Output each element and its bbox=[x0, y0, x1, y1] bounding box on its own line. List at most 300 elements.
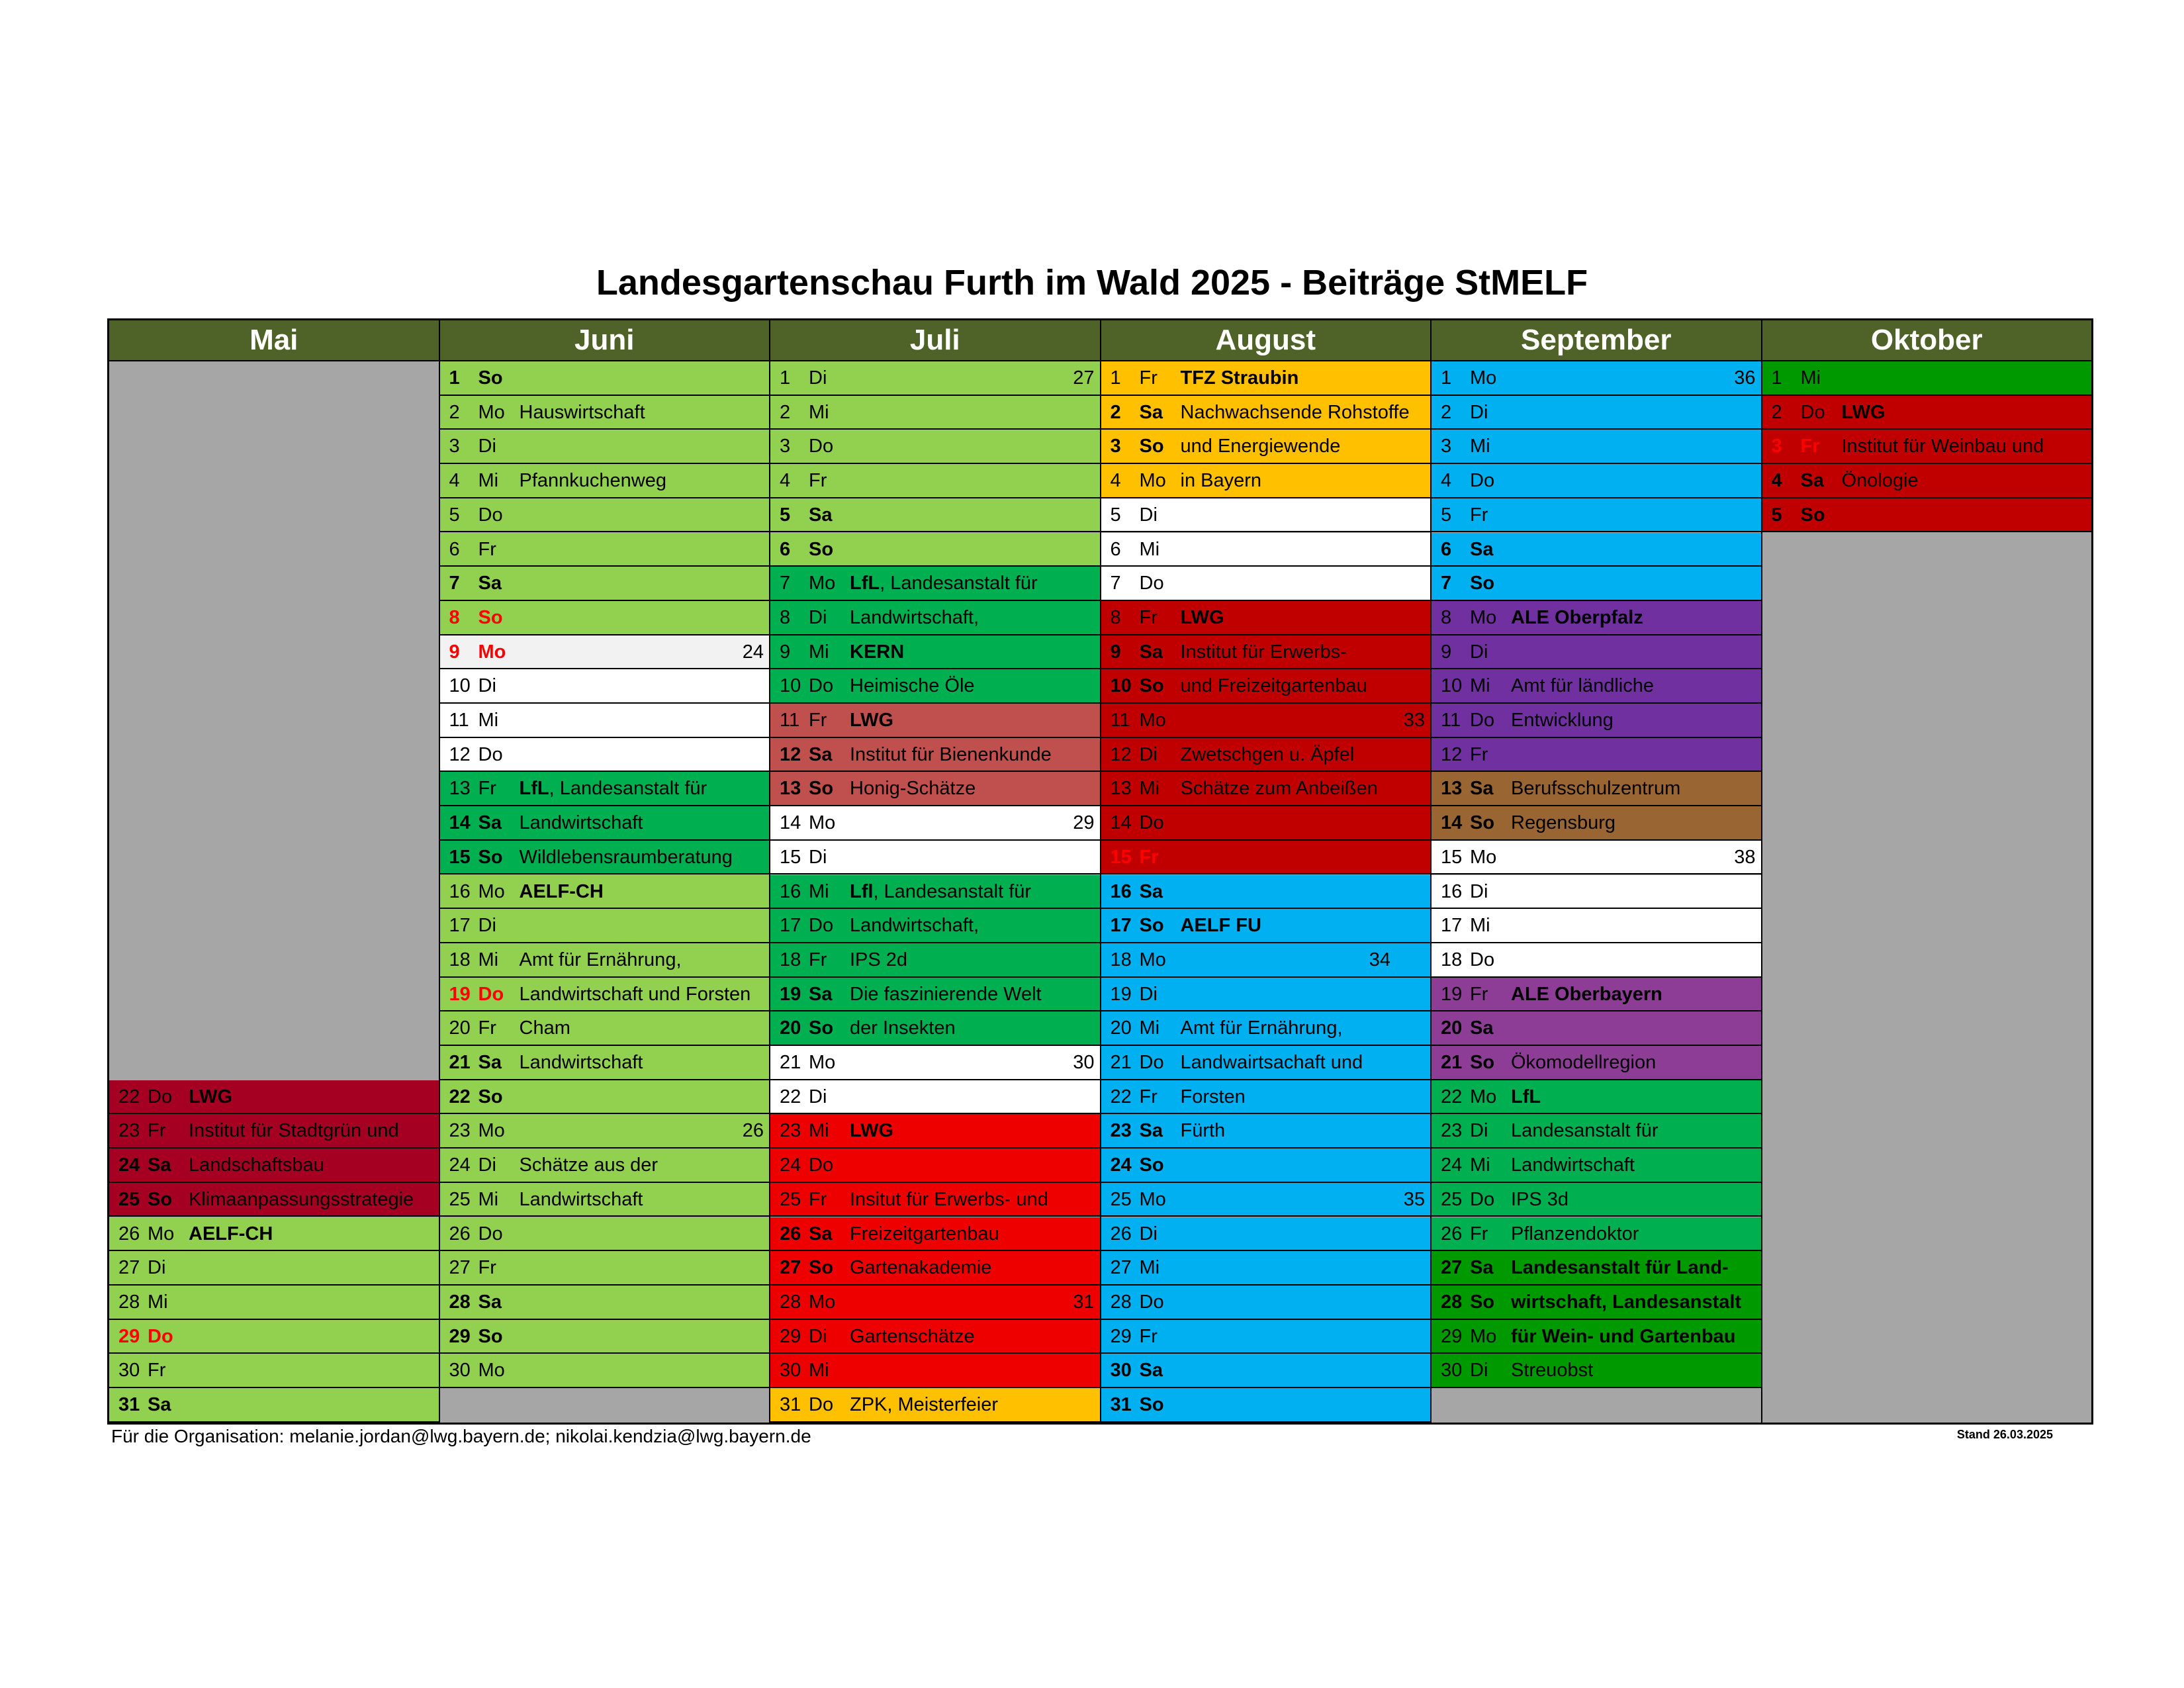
day-cell bbox=[109, 1320, 439, 1354]
weekday: So bbox=[148, 1188, 173, 1210]
event-label: Nachwachsende Rohstoffe bbox=[1180, 401, 1410, 423]
event-text bbox=[850, 1114, 893, 1147]
event-text bbox=[1511, 1354, 1593, 1387]
weekday: Do bbox=[809, 1394, 834, 1415]
event-label: AELF FU bbox=[1180, 915, 1261, 937]
event-text bbox=[1511, 1183, 1569, 1216]
event-label: Hauswirtschaft bbox=[519, 401, 645, 423]
event-text bbox=[520, 464, 667, 497]
event-text bbox=[1181, 635, 1347, 669]
weekday: So bbox=[809, 538, 834, 560]
event-label: Amt für ländliche bbox=[1511, 675, 1654, 697]
month-column-juni bbox=[440, 361, 771, 1423]
weekday: So bbox=[1470, 1291, 1495, 1313]
day-number: 9 bbox=[1441, 641, 1452, 663]
day-cell bbox=[1432, 1080, 1761, 1115]
weekday: Di bbox=[809, 846, 827, 868]
weekday: Fr bbox=[1470, 1223, 1488, 1244]
day-cell bbox=[1101, 669, 1431, 704]
day-cell bbox=[440, 1286, 770, 1320]
day-cell bbox=[1432, 738, 1761, 773]
day-number: 12 bbox=[1110, 743, 1132, 765]
weekday: Di bbox=[1139, 1223, 1158, 1244]
weekday: Di bbox=[1470, 1360, 1488, 1382]
day-number: 5 bbox=[1771, 504, 1782, 526]
day-cell bbox=[1101, 464, 1431, 498]
day-cell bbox=[1101, 396, 1431, 430]
weekday: Mo bbox=[478, 1120, 505, 1142]
day-number: 11 bbox=[449, 710, 469, 731]
event-text bbox=[1181, 430, 1341, 463]
event-label: Ökomodellregion bbox=[1511, 1052, 1657, 1073]
event-label: für Wein- und Gartenbau bbox=[1511, 1325, 1736, 1347]
weekday: So bbox=[478, 606, 503, 628]
weekday: Mo bbox=[809, 573, 836, 594]
day-cell bbox=[770, 1149, 1100, 1183]
day-number: 5 bbox=[449, 504, 460, 526]
calendar-week-number: 31 bbox=[1073, 1291, 1095, 1313]
day-cell bbox=[770, 1251, 1100, 1286]
day-number: 28 bbox=[118, 1291, 140, 1313]
weekday: Sa bbox=[478, 573, 502, 594]
day-cell bbox=[1432, 1114, 1761, 1149]
event-text bbox=[1181, 1011, 1343, 1045]
day-number: 11 bbox=[1441, 710, 1461, 731]
event-text bbox=[520, 1183, 643, 1216]
day-number: 14 bbox=[449, 812, 471, 834]
weekday: Mi bbox=[1470, 915, 1490, 937]
weekday: Fr bbox=[809, 949, 827, 970]
day-cell bbox=[109, 1217, 439, 1252]
day-cell bbox=[1762, 430, 2092, 464]
event-text bbox=[1511, 806, 1615, 839]
day-number: 15 bbox=[780, 846, 801, 868]
day-number: 15 bbox=[1441, 846, 1463, 868]
event-label: Landwairtsachaft und bbox=[1180, 1052, 1363, 1073]
day-cell bbox=[440, 567, 770, 601]
day-number: 12 bbox=[1441, 743, 1463, 765]
day-cell bbox=[440, 464, 770, 498]
day-number: 23 bbox=[449, 1120, 471, 1142]
event-text bbox=[1511, 772, 1680, 805]
day-cell bbox=[440, 1114, 770, 1149]
weekday: Di bbox=[809, 1086, 827, 1107]
day-number: 21 bbox=[1110, 1052, 1132, 1073]
event-text bbox=[850, 567, 1038, 600]
day-cell bbox=[1432, 1251, 1761, 1286]
event-text bbox=[1511, 1320, 1735, 1353]
weekday: Mi bbox=[809, 1360, 829, 1382]
calendar-week-number: 30 bbox=[1073, 1052, 1095, 1073]
calendar-week-number: 38 bbox=[1734, 846, 1756, 868]
event-text bbox=[1181, 464, 1262, 497]
event-label: Forsten bbox=[1180, 1086, 1246, 1107]
weekday: Mi bbox=[809, 1120, 829, 1142]
event-label: LWG bbox=[1841, 401, 1886, 423]
day-cell bbox=[1101, 635, 1431, 670]
weekday: Di bbox=[809, 367, 827, 389]
event-label: und Freizeitgartenbau bbox=[1180, 675, 1367, 697]
day-number: 28 bbox=[1441, 1291, 1463, 1313]
day-cell bbox=[1432, 669, 1761, 704]
event-text bbox=[850, 909, 979, 942]
weekday: Mi bbox=[1470, 1154, 1490, 1176]
event-text bbox=[850, 1011, 956, 1045]
weekday: Sa bbox=[1800, 470, 1824, 492]
day-number: 30 bbox=[1441, 1360, 1463, 1382]
day-number: 2 bbox=[1771, 401, 1782, 423]
event-label: Die faszinierende Welt bbox=[850, 983, 1042, 1005]
event-label: LWG bbox=[1180, 606, 1224, 628]
day-number: 25 bbox=[1110, 1188, 1132, 1210]
weekday: Fr bbox=[1470, 504, 1488, 526]
event-label: Schätze aus der bbox=[519, 1154, 659, 1176]
day-cell bbox=[1101, 841, 1431, 875]
weekday: Di bbox=[1470, 1120, 1488, 1142]
day-number: 2 bbox=[780, 401, 791, 423]
footer-stand: Stand 26.03.2025 bbox=[1956, 1428, 2053, 1441]
event-text bbox=[1181, 601, 1224, 634]
weekday: Fr bbox=[1139, 606, 1158, 628]
day-cell bbox=[770, 1354, 1100, 1388]
day-number: 17 bbox=[1441, 915, 1463, 937]
event-text bbox=[850, 704, 893, 737]
day-cell bbox=[770, 841, 1100, 875]
event-text bbox=[850, 601, 979, 634]
weekday: Do bbox=[478, 1223, 503, 1244]
weekday: Sa bbox=[478, 1291, 502, 1313]
event-label: Amt für Ernährung, bbox=[519, 949, 682, 970]
weekday: Di bbox=[148, 1257, 166, 1279]
weekday: So bbox=[1139, 675, 1164, 697]
month-header-oktober: Oktober bbox=[1762, 320, 2092, 361]
event-label: , Landesanstalt für bbox=[873, 880, 1032, 902]
day-number: 16 bbox=[1110, 880, 1132, 902]
weekday: So bbox=[478, 846, 503, 868]
event-text bbox=[520, 875, 604, 908]
day-cell bbox=[770, 1046, 1100, 1080]
event-text bbox=[850, 738, 1052, 771]
weekday: Do bbox=[1139, 1052, 1164, 1073]
weekday: Mo bbox=[478, 1360, 505, 1382]
weekday: Sa bbox=[1470, 778, 1494, 800]
weekday: Fr bbox=[1470, 983, 1488, 1005]
day-cell bbox=[770, 1183, 1100, 1217]
day-number: 3 bbox=[449, 436, 460, 457]
calendar-week-number: 35 bbox=[1403, 1188, 1425, 1210]
day-cell bbox=[109, 1251, 439, 1286]
day-number: 22 bbox=[780, 1086, 801, 1107]
weekday: Sa bbox=[478, 1052, 502, 1073]
day-cell bbox=[1101, 1251, 1431, 1286]
event-label: Klimaanpassungsstrategie bbox=[189, 1188, 414, 1210]
weekday: So bbox=[1139, 915, 1164, 937]
day-cell bbox=[1762, 396, 2092, 430]
event-text bbox=[850, 1251, 991, 1284]
day-cell bbox=[440, 738, 770, 773]
day-cell bbox=[1101, 1114, 1431, 1149]
weekday: So bbox=[478, 1086, 503, 1107]
weekday: Di bbox=[1470, 401, 1488, 423]
day-number: 30 bbox=[449, 1360, 471, 1382]
weekday: Di bbox=[809, 606, 827, 628]
event-label: ALE Oberpfalz bbox=[1511, 606, 1643, 628]
event-label: Pflanzendoktor bbox=[1511, 1223, 1639, 1244]
event-label: in Bayern bbox=[1180, 470, 1262, 492]
day-number: 26 bbox=[118, 1223, 140, 1244]
day-number: 20 bbox=[780, 1017, 801, 1039]
day-cell bbox=[109, 1080, 439, 1115]
day-number: 5 bbox=[1441, 504, 1452, 526]
weekday: Do bbox=[478, 504, 503, 526]
day-number: 22 bbox=[1110, 1086, 1132, 1107]
event-label: Gartenschätze bbox=[850, 1325, 975, 1347]
weekday: Mo bbox=[1470, 1325, 1497, 1347]
weekday: Mi bbox=[809, 401, 829, 423]
day-number: 2 bbox=[1110, 401, 1121, 423]
weekday: Sa bbox=[148, 1154, 171, 1176]
day-cell bbox=[109, 1183, 439, 1217]
weekday: So bbox=[1470, 573, 1495, 594]
day-number: 6 bbox=[1441, 538, 1452, 560]
weekday: So bbox=[1139, 1394, 1164, 1415]
day-number: 26 bbox=[449, 1223, 471, 1244]
event-label: Pfannkuchenweg bbox=[519, 470, 666, 492]
day-number: 16 bbox=[449, 880, 471, 902]
day-cell bbox=[109, 1114, 439, 1149]
weekday: Sa bbox=[478, 812, 502, 834]
day-cell bbox=[440, 396, 770, 430]
event-label: Heimische Öle bbox=[850, 675, 975, 697]
day-cell bbox=[109, 1286, 439, 1320]
day-number: 21 bbox=[1441, 1052, 1463, 1073]
day-number: 18 bbox=[1441, 949, 1463, 970]
event-label: AELF-CH bbox=[189, 1223, 273, 1244]
day-number: 19 bbox=[780, 983, 801, 1005]
day-number: 4 bbox=[1441, 470, 1452, 492]
day-cell bbox=[1432, 498, 1761, 533]
day-cell bbox=[1432, 875, 1761, 910]
day-number: 7 bbox=[780, 573, 791, 594]
day-number: 12 bbox=[449, 743, 471, 765]
day-number: 1 bbox=[1441, 367, 1452, 389]
day-cell bbox=[440, 498, 770, 533]
day-number: 1 bbox=[780, 367, 791, 389]
weekday: Fr bbox=[1470, 743, 1488, 765]
event-text bbox=[1181, 396, 1410, 429]
day-cell bbox=[770, 909, 1100, 943]
event-label: Entwicklung bbox=[1511, 710, 1614, 731]
day-number: 22 bbox=[449, 1086, 471, 1107]
day-cell bbox=[770, 1388, 1100, 1423]
day-number: 24 bbox=[449, 1154, 471, 1176]
event-org: Lfl bbox=[850, 880, 874, 902]
day-cell bbox=[770, 1286, 1100, 1320]
day-number: 10 bbox=[1110, 675, 1132, 697]
event-text bbox=[850, 635, 904, 669]
event-text bbox=[1511, 1046, 1656, 1079]
page-title: Landesgartenschau Furth im Wald 2025 - Beiträge StMELF bbox=[596, 263, 1588, 303]
calendar-header bbox=[109, 320, 2091, 361]
day-number: 26 bbox=[1441, 1223, 1463, 1244]
day-number: 4 bbox=[449, 470, 460, 492]
month-header-august: August bbox=[1101, 320, 1432, 361]
weekday: So bbox=[809, 1257, 834, 1279]
weekday: So bbox=[1470, 812, 1495, 834]
weekday: Sa bbox=[1139, 1360, 1163, 1382]
event-text bbox=[1511, 1149, 1635, 1182]
weekday: Di bbox=[478, 915, 496, 937]
weekday: Mo bbox=[809, 1052, 836, 1073]
weekday: Do bbox=[1470, 710, 1495, 731]
day-number: 1 bbox=[449, 367, 460, 389]
event-label: Cham bbox=[519, 1017, 570, 1039]
day-cell bbox=[1762, 464, 2092, 498]
event-label: Institut für Stadtgrün und bbox=[189, 1120, 399, 1142]
event-label: Berufsschulzentrum bbox=[1511, 778, 1681, 800]
event-label: TFZ Straubin bbox=[1180, 367, 1299, 389]
calendar-week-number: 24 bbox=[742, 641, 764, 663]
event-label: Landesanstalt für bbox=[1511, 1120, 1659, 1142]
day-cell bbox=[1101, 1354, 1431, 1388]
day-cell bbox=[1432, 533, 1761, 567]
day-cell bbox=[1101, 533, 1431, 567]
day-number: 14 bbox=[780, 812, 801, 834]
day-cell bbox=[440, 1183, 770, 1217]
day-cell bbox=[770, 430, 1100, 464]
month-header-juli: Juli bbox=[770, 320, 1101, 361]
day-number: 1 bbox=[1771, 367, 1782, 389]
day-number: 16 bbox=[1441, 880, 1463, 902]
weekday: Do bbox=[1470, 949, 1495, 970]
day-number: 13 bbox=[449, 778, 471, 800]
day-cell bbox=[1432, 1217, 1761, 1252]
day-cell bbox=[770, 533, 1100, 567]
day-cell bbox=[1432, 1011, 1761, 1046]
event-text bbox=[1181, 772, 1378, 805]
day-number: 6 bbox=[449, 538, 460, 560]
day-number: 19 bbox=[1110, 983, 1132, 1005]
weekday: Mi bbox=[1139, 778, 1160, 800]
weekday: Fr bbox=[809, 1188, 827, 1210]
event-label: Institut für Erwerbs- bbox=[1180, 641, 1347, 663]
day-cell bbox=[1432, 909, 1761, 943]
weekday: Fr bbox=[809, 710, 827, 731]
day-cell bbox=[440, 533, 770, 567]
event-label: der Insekten bbox=[850, 1017, 956, 1039]
event-label: Amt für Ernährung, bbox=[1180, 1017, 1343, 1039]
day-number: 18 bbox=[449, 949, 471, 970]
day-cell bbox=[440, 601, 770, 635]
weekday: Sa bbox=[1139, 641, 1163, 663]
weekday: Do bbox=[809, 915, 834, 937]
weekday: Do bbox=[809, 436, 834, 457]
day-cell bbox=[1432, 1183, 1761, 1217]
day-cell bbox=[1432, 841, 1761, 875]
weekday: Di bbox=[1139, 983, 1158, 1005]
day-cell bbox=[1432, 635, 1761, 670]
day-number: 24 bbox=[1441, 1154, 1463, 1176]
day-cell bbox=[1101, 704, 1431, 738]
weekday: Fr bbox=[1139, 1086, 1158, 1107]
month-column-juli bbox=[770, 361, 1101, 1423]
day-cell bbox=[770, 1320, 1100, 1354]
event-text bbox=[520, 1046, 643, 1079]
day-number: 25 bbox=[780, 1188, 801, 1210]
day-cell bbox=[1432, 601, 1761, 635]
day-cell bbox=[440, 841, 770, 875]
day-cell bbox=[440, 1251, 770, 1286]
day-cell bbox=[770, 704, 1100, 738]
event-label: Landwirtschaft, bbox=[850, 606, 979, 628]
day-cell bbox=[770, 601, 1100, 635]
day-cell bbox=[440, 704, 770, 738]
day-number: 6 bbox=[1110, 538, 1121, 560]
day-cell bbox=[1101, 1183, 1431, 1217]
weekday: Fr bbox=[1139, 846, 1159, 868]
event-text bbox=[189, 1217, 273, 1250]
weekday: Mo bbox=[1470, 367, 1497, 389]
day-number: 29 bbox=[118, 1325, 140, 1347]
day-number: 10 bbox=[449, 675, 471, 697]
weekday: Mi bbox=[1139, 1017, 1160, 1039]
day-number: 26 bbox=[1110, 1223, 1132, 1244]
day-cell bbox=[440, 909, 770, 943]
event-label: Insitut für Erwerbs- und bbox=[850, 1188, 1048, 1210]
day-cell bbox=[440, 635, 770, 670]
day-cell bbox=[770, 738, 1100, 773]
event-text bbox=[1511, 1251, 1729, 1284]
weekday: So bbox=[1470, 1052, 1495, 1073]
event-label: IPS 3d bbox=[1511, 1188, 1569, 1210]
weekday: Mo bbox=[148, 1223, 175, 1244]
weekday: Mo bbox=[478, 641, 506, 663]
day-number: 19 bbox=[449, 983, 471, 1005]
weekday: Sa bbox=[1470, 1017, 1494, 1039]
day-number: 30 bbox=[1110, 1360, 1132, 1382]
event-label: Freizeitgartenbau bbox=[850, 1223, 999, 1244]
day-cell bbox=[1101, 875, 1431, 910]
weekday: Di bbox=[1139, 504, 1158, 526]
event-text bbox=[520, 978, 751, 1011]
day-number: 4 bbox=[1771, 470, 1782, 492]
day-cell bbox=[1101, 498, 1431, 533]
day-cell bbox=[1432, 704, 1761, 738]
day-cell bbox=[440, 978, 770, 1012]
day-cell bbox=[440, 806, 770, 841]
day-cell bbox=[770, 635, 1100, 670]
day-number: 27 bbox=[1441, 1257, 1463, 1279]
day-cell bbox=[440, 1149, 770, 1183]
day-cell bbox=[770, 567, 1100, 601]
day-number: 31 bbox=[118, 1394, 140, 1415]
weekday: Mo bbox=[809, 1291, 836, 1313]
weekday: So bbox=[809, 1017, 834, 1039]
day-number: 17 bbox=[780, 915, 801, 937]
weekday: Fr bbox=[148, 1120, 166, 1142]
day-cell bbox=[770, 1011, 1100, 1046]
weekday: So bbox=[1139, 436, 1164, 457]
day-number: 17 bbox=[449, 915, 471, 937]
event-text bbox=[1511, 1286, 1741, 1319]
event-label: und Energiewende bbox=[1180, 436, 1341, 457]
event-label: Fürth bbox=[1180, 1120, 1226, 1142]
weekday: Fr bbox=[1139, 1325, 1158, 1347]
weekday: Do bbox=[478, 983, 504, 1005]
day-number: 31 bbox=[1110, 1394, 1132, 1415]
weekday: Di bbox=[478, 1154, 496, 1176]
day-cell bbox=[440, 875, 770, 910]
